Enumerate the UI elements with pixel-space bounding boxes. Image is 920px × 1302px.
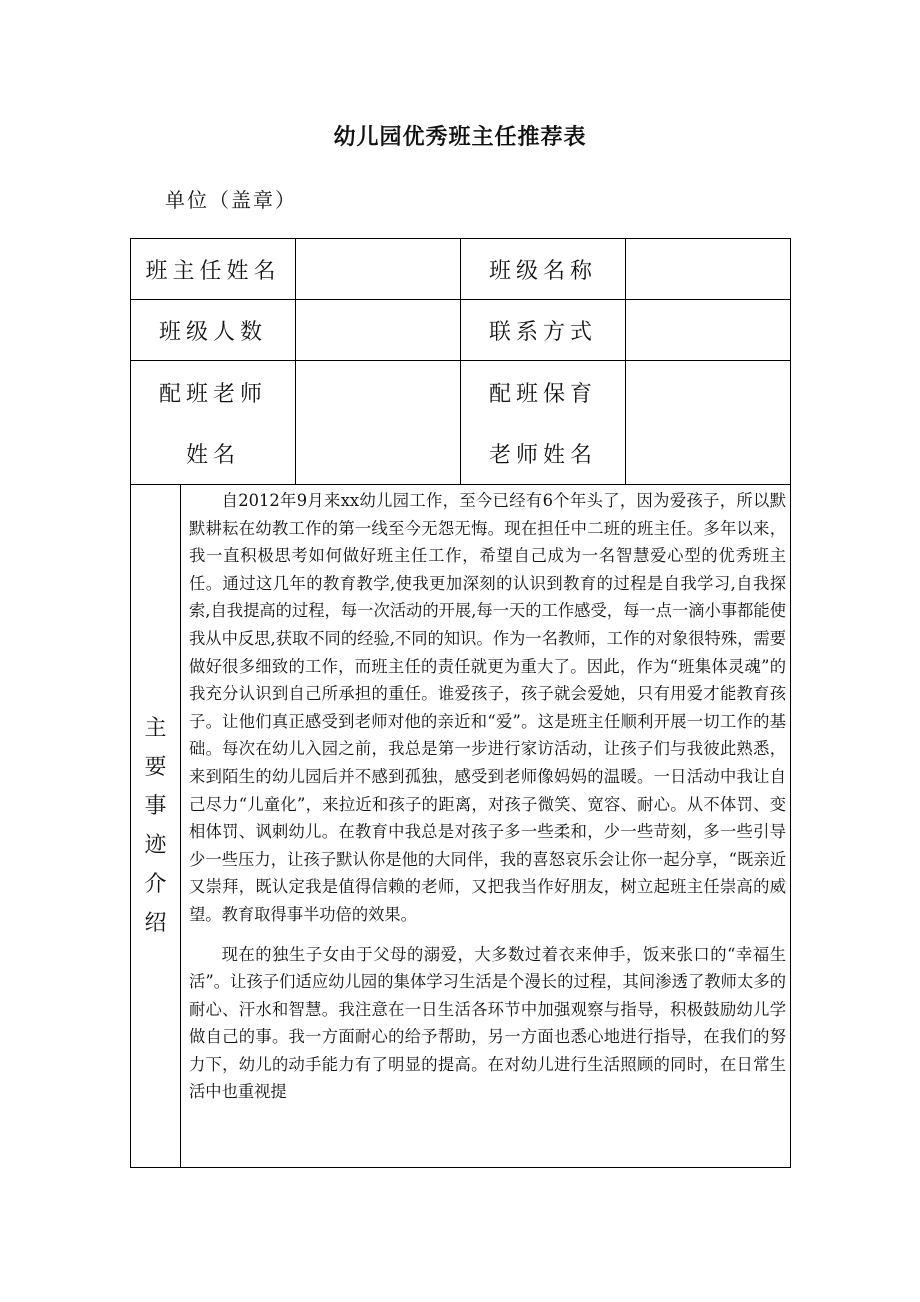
care-teacher-label-line2: 老师姓名: [489, 442, 598, 468]
main-deeds-paragraph: 自2012年9月来xx幼儿园工作，至今已经有6个年头了，因为爱孩子，所以默默耕耘在幼教工作的第一线至今无怨无悔。现在担任中二班的班主任。多年以来，我一直积极思考如何做好班主任工作，希望自己成为一名智慧爱心型的优秀班主任。通过这几年的教育教学,使我更加深刻的认识到教育的过程是自我学习,自我探索,自我提高的过程，每一次活动的开展,每一天的工作感受，每一点一滴小事都能使我从中反思,获取不同的经验,不同的知识。作为一名教师，工作的对象很特殊，需要做好很多细致的工作，而班主任的责任就更为重大了。因此，作为“班集体灵魂”的我充分认识到自己所承担的重任。谁爱孩子，孩子就会爱她，只有用爱才能教育孩子。让他们真正感受到老师对他的亲近和“爱”。这是班主任顺利开展一切工作的基础。每次在幼儿入园之前，我总是第一步进行家访活动，让孩子们与我彼此熟悉，来到陌生的幼儿园后并不感到孤独，感受到老师像妈妈的温暖。一日活动中我让自己尽力“儿童化”，来拉近和孩子的距离，对孩子微笑、宽容、耐心。从不体罚、变相体罚、讽刺幼儿。在教育中我总是对孩子多一些柔和，少一些苛刻，多一些引导少一些压力，让孩子默认你是他的大同伴，我的喜怒哀乐会让你一起分享，“既亲近又崇拜，既认定我是值得信赖的老师，又把我当作好朋友，树立起班主任崇高的威望。教育取得事半功倍的效果。: [189, 491, 787, 924]
main-deeds-label-char: 绍: [144, 911, 167, 936]
class-size-label: 班级人数: [131, 300, 296, 361]
care-teacher-field[interactable]: [626, 361, 791, 485]
care-teacher-label-line1: 配班保育: [489, 381, 598, 407]
class-name-label: 班级名称: [461, 239, 626, 300]
main-deeds-label-char: 介: [144, 872, 167, 897]
main-deeds-label-char: 主: [144, 716, 167, 741]
assistant-teacher-label-line1: 配班老师: [159, 381, 268, 407]
main-deeds-label-char: 要: [144, 755, 167, 780]
care-teacher-label: [461, 361, 626, 485]
main-deeds-label-char: 事: [144, 794, 167, 819]
main-deeds-content: [181, 485, 791, 1168]
class-size-field[interactable]: [296, 300, 461, 361]
assistant-teacher-label: [131, 361, 296, 485]
contact-label: 联系方式: [461, 300, 626, 361]
class-name-field[interactable]: [626, 239, 791, 300]
teacher-name-label: 班主任姓名: [131, 239, 296, 300]
unit-seal-label: 单位（盖章）: [165, 188, 297, 212]
main-deeds-paragraph: 现在的独生子女由于父母的溺爱，大多数过着衣来伸手，饭来张口的“幸福生活”。让孩子们适应幼儿园的集体学习生活是个漫长的过程，其间渗透了教师太多的耐心、汗水和智慧。我注意在一日生活各环节中加强观察与指导，积极鼓励幼儿学做自己的事。我一方面耐心的给予帮助，另一方面也悉心地进行指导，在我们的努力下，幼儿的动手能力有了明显的提高。在对幼儿进行生活照顾的同时，在日常生活中也重视提: [189, 944, 787, 1102]
teacher-name-field[interactable]: [296, 239, 461, 300]
main-deeds-label: [131, 485, 181, 1168]
page-title: 幼儿园优秀班主任推荐表: [333, 124, 587, 150]
assistant-teacher-field[interactable]: [296, 361, 461, 485]
main-deeds-label-char: 迹: [144, 833, 167, 858]
recommendation-form-table: [130, 238, 791, 1168]
assistant-teacher-label-line2: 姓名: [186, 442, 241, 468]
contact-field[interactable]: [626, 300, 791, 361]
